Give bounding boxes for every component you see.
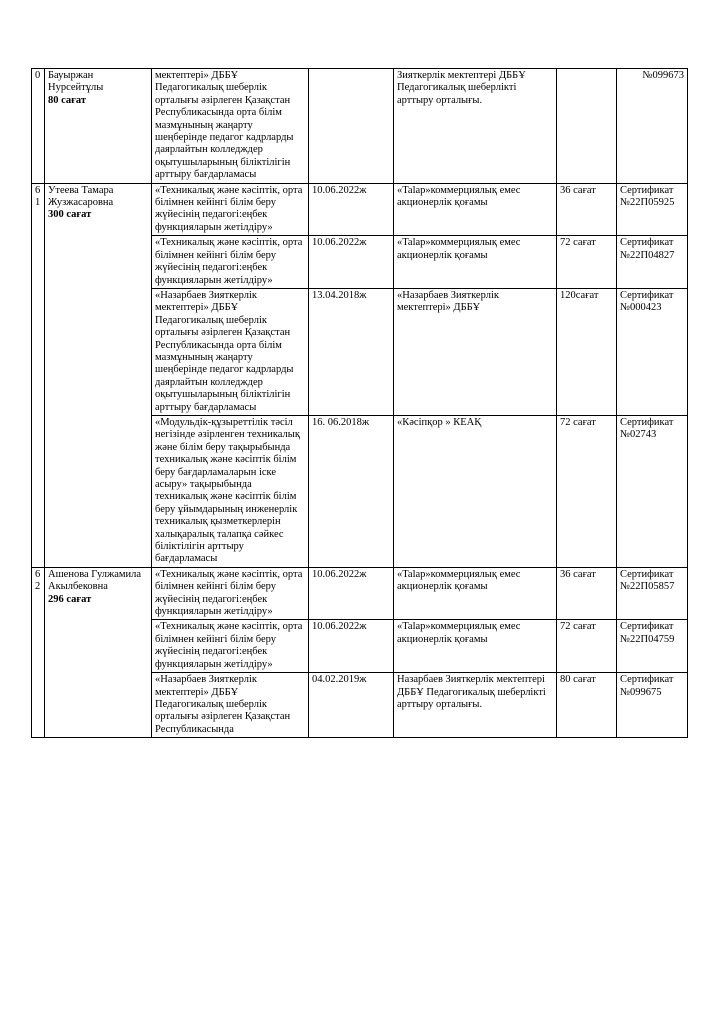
certificate-cell: №099673: [617, 69, 688, 184]
hours-cell: 120сағат: [557, 288, 617, 415]
row-number-cell: [32, 183, 45, 567]
organization-cell: «Talap»коммерциялық емес акционерлік қоғамы: [394, 236, 557, 289]
certificate-cell: Сертификат №099675: [617, 673, 688, 738]
hours-cell: 72 сағат: [557, 620, 617, 673]
date-cell: 10.06.2022ж: [309, 567, 394, 620]
row-number-digit: 6: [35, 184, 41, 196]
certificate-cell: Сертификат №22П04827: [617, 236, 688, 289]
organization-cell: «Talap»коммерциялық емес акционерлік қоғамы: [394, 183, 557, 236]
course-cell: «Назарбаев Зияткерлік мектептері» ДББҰ Педагогикалық шеберлік орталығы әзірлеген Қазақстан Республикасында: [152, 673, 309, 738]
hours-cell: 72 сағат: [557, 415, 617, 567]
teacher-name: Утеева Тамара Жузжасаровна: [48, 184, 114, 209]
certificate-cell: Сертификат №02743: [617, 415, 688, 567]
row-number: 0: [35, 70, 41, 81]
total-hours: 300 сағат: [48, 209, 92, 221]
table-row: [32, 69, 688, 184]
teacher-name: Ашенова Гулжамила Акылбековна: [48, 568, 142, 593]
hours-cell: 36 сағат: [557, 183, 617, 236]
row-number-cell: [32, 69, 45, 184]
hours-cell: 72 сағат: [557, 236, 617, 289]
organization-cell: Зияткерлік мектептері ДББҰ Педагогикалық шеберлікті арттыру орталығы.: [394, 69, 557, 184]
teacher-cell: [45, 567, 152, 737]
row-number-cell: [32, 567, 45, 737]
teacher-cell: [45, 183, 152, 567]
course-cell: мектептері» ДББҰ Педагогикалық шеберлік орталығы әзірлеген Қазақстан Республикасында орта білім мазмұнының жаңарту шеңберінде педагог кадрларды даярлайтын колледждер оқытушыларының біліктілігін арттыру бағдарламасы: [152, 69, 309, 184]
date-cell: [309, 69, 394, 184]
date-cell: 10.06.2022ж: [309, 183, 394, 236]
organization-cell: «Назарбаев Зияткерлік мектептері» ДББҰ: [394, 288, 557, 415]
certificate-cell: Сертификат №22П05925: [617, 183, 688, 236]
table-row: [32, 183, 688, 236]
course-cell: «Техникалық және кәсіптік, орта білімнен кейінгі білім беру жүйесінің педагогі:еңбек функцияларын жетілдіру»: [152, 620, 309, 673]
certificate-cell: Сертификат №22П05857: [617, 567, 688, 620]
date-cell: 04.02.2019ж: [309, 673, 394, 738]
hours-cell: [557, 69, 617, 184]
course-cell: «Техникалық және кәсіптік, орта білімнен кейінгі білім беру жүйесінің педагогі:еңбек функцияларын жетілдіру»: [152, 183, 309, 236]
date-cell: 16. 06.2018ж: [309, 415, 394, 567]
hours-cell: 80 сағат: [557, 673, 617, 738]
total-hours: 80 сағат: [48, 94, 87, 106]
certificate-cell: Сертификат №000423: [617, 288, 688, 415]
hours-cell: 36 сағат: [557, 567, 617, 620]
row-number-digit: 2: [35, 581, 41, 593]
organization-cell: «Talap»коммерциялық емес акционерлік қоғамы: [394, 567, 557, 620]
table-row: [32, 567, 688, 620]
row-number-digit: 6: [35, 568, 41, 580]
date-cell: 10.06.2022ж: [309, 620, 394, 673]
date-cell: 13.04.2018ж: [309, 288, 394, 415]
organization-cell: «Кәсіпқор » КЕАҚ: [394, 415, 557, 567]
course-cell: «Модульдік-құзыреттілік тәсіл негізінде әзірленген техникалық және білім беру тақырыбында техникалық және кәсіптік білім беру бағдарламаларын іске асыру» тақырыбында техникалық және кәсіптік білім беру ұйымдарының инженерлік техникалық қызметкерлерін халықаралық талапқа сәйкес біліктілігін арттыру бағдарламасы: [152, 415, 309, 567]
date-cell: 10.06.2022ж: [309, 236, 394, 289]
teacher-name: Бауыржан Нурсейтұлы: [48, 70, 104, 94]
course-cell: «Назарбаев Зияткерлік мектептері» ДББҰ Педагогикалық шеберлік орталығы әзірлеген Қазақстан Республикасында орта білім мазмұнының жаңарту шеңберінде педагог кадрларды даярлайтын колледждер оқытушыларының біліктілігін арттыру бағдарламасы: [152, 288, 309, 415]
course-cell: «Техникалық және кәсіптік, орта білімнен кейінгі білім беру жүйесінің педагогі:еңбек функцияларын жетілдіру»: [152, 236, 309, 289]
organization-cell: Назарбаев Зияткерлік мектептері ДББҰ Педагогикалық шеберлікті арттыру орталығы.: [394, 673, 557, 738]
teacher-cell: [45, 69, 152, 184]
certificate-cell: Сертификат №22П04759: [617, 620, 688, 673]
total-hours: 296 сағат: [48, 593, 92, 605]
row-number-digit: 1: [35, 197, 41, 209]
organization-cell: «Talap»коммерциялық емес акционерлік қоғамы: [394, 620, 557, 673]
qualification-table: [31, 68, 688, 738]
course-cell: «Техникалық және кәсіптік, орта білімнен кейінгі білім беру жүйесінің педагогі:еңбек функцияларын жетілдіру»: [152, 567, 309, 620]
